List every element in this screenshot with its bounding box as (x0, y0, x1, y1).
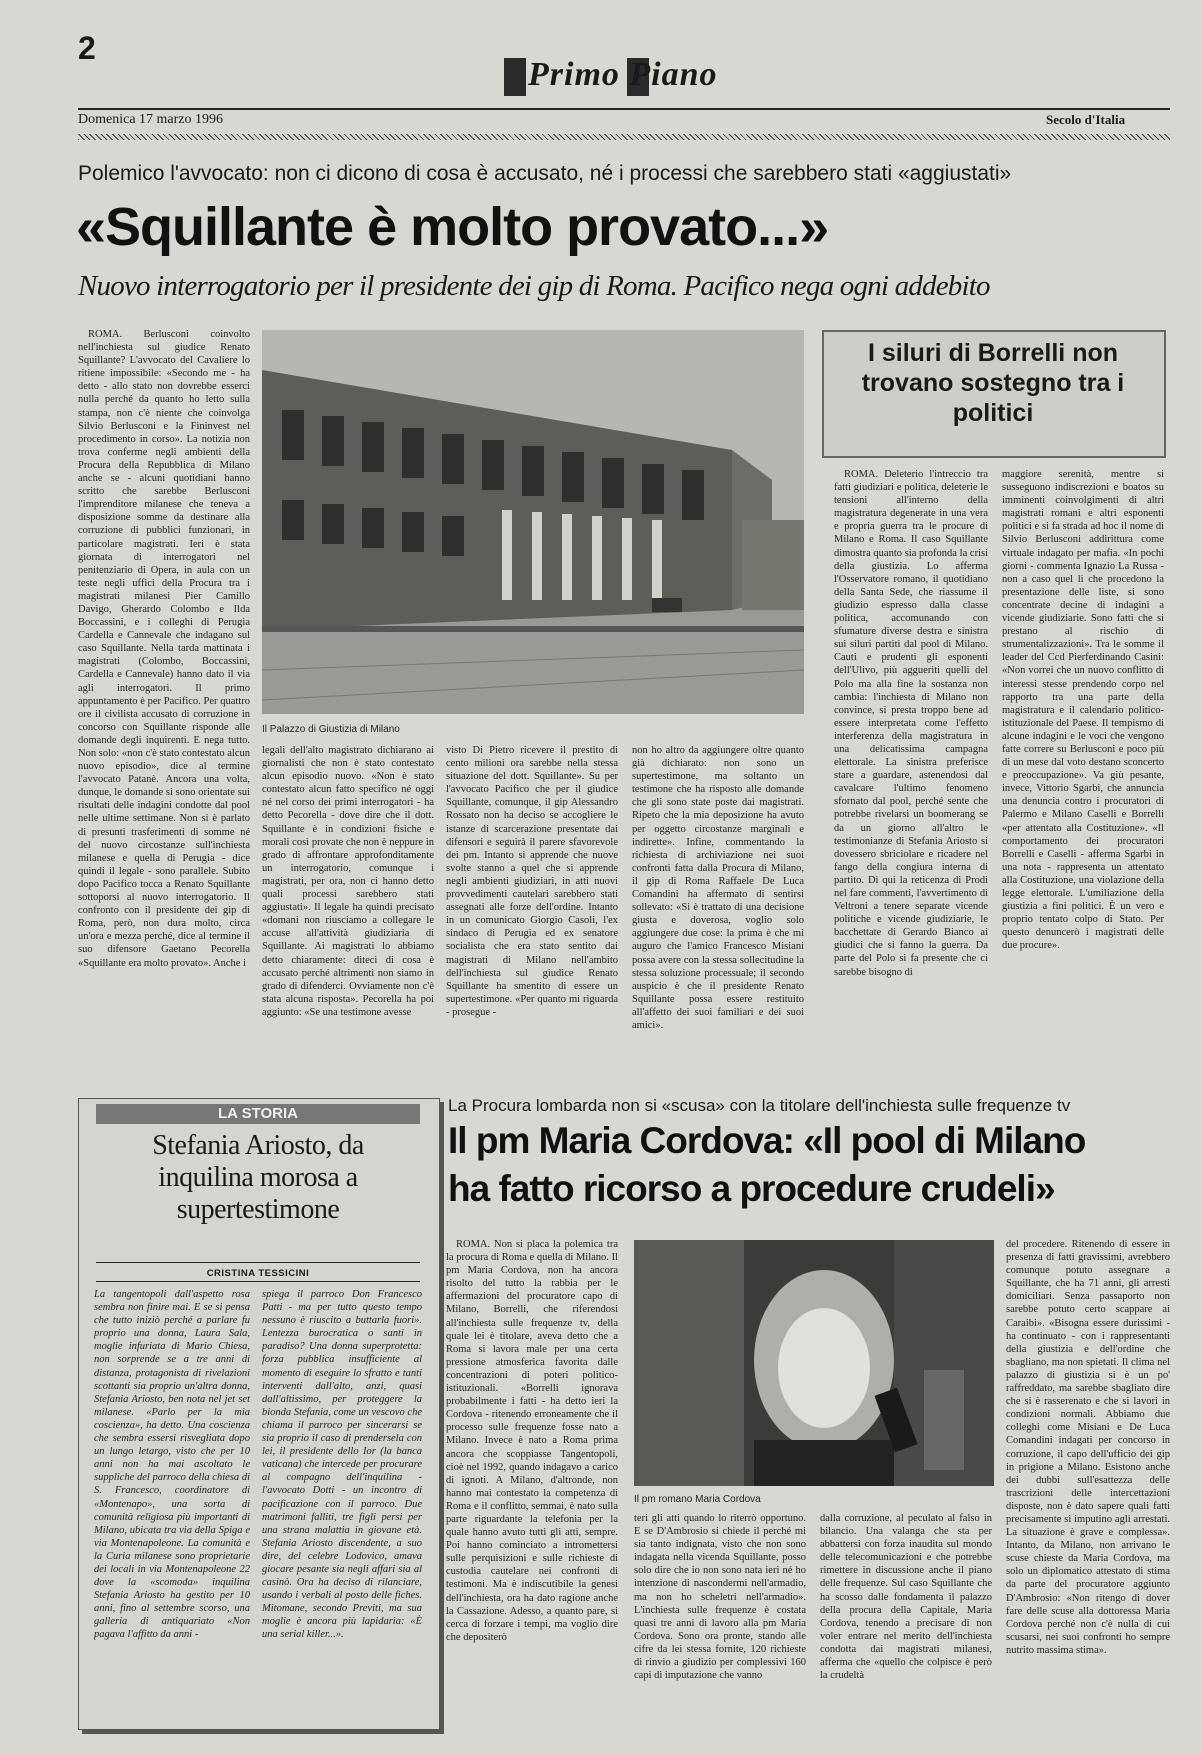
main-headline: «Squillante è molto provato...» (76, 197, 829, 257)
main-article-col-2 (262, 744, 434, 1074)
cordova-col-1-text: ROMA. Non si placa la polemica tra la procura di Roma e quella di Milano. Il pm Maria Cordova, non ha ancora risolto del tutto la rabbia per le affermazioni del procuratore capo di Milano, Borrelli, che riferendosi all'inchiesta sulle frequenze tv, della quale lei è titolare, aveva detto che a Roma si lavora male per una certa pressione atmosferica favorita dalle concentrazioni di poteri politico-istituzionali. «Borrelli ignorava probabilmente i fatti - ha detto ieri la Cordova - ritenendo erroneamente che il processo sulle frequenze fosse nato a Milano. Invece è nato a Roma prima ancora che scoppiasse Tangentopoli, cioè nel 1992, quando indagavo a carico di ignoti. A Milano, d'altronde, non hanno mai contestato la competenza di Roma e il conflitto, semmai, è nato sulla parte riguardante la telefonia per la quale hanno avuto tutti gli atti, sempre. Poi hanno cominciato a intromettersi sulle perquisizioni e sulle richieste di custodia cautelare nei confronti di testimoni. Ma è indiscutibile la genesi dell'inchiesta, ora ha dato ragione anche la Cassazione. Adesso, a quanto pare, si cerca di forzare i tempi, ma voglio dire che depositerò (446, 1239, 618, 1643)
main-subheadline: Nuovo interrogatorio per il presidente dei gip di Roma. Pacifico nega ogni addebito (78, 270, 990, 302)
story-title: Stefania Ariosto, da inquilina morosa a supertestimone (152, 1130, 364, 1225)
section-title-text: Primo Piano (528, 56, 718, 93)
cordova-col-4-text: del procedere. Ritenendo di essere in presenza di fatti gravissimi, avrebbero comunque potuto assegnare a Squillante, che ha 71 anni, gli arresti domiciliari. Senza passaporto non sarebbe potuto certo scappare ai Caraibi». «Bisogna essere durissimi - ha continuato - con i rappresentanti della giustizia e dell'ordine che sbagliano, ma non spietati. Il clima nel palazzo di giustizia si è un po' raffreddato, ma sarebbe sbagliato dire che si è rasserenato e che si lavori in condizioni normali. Abbiamo due colleghi come Misiani e De Luca Comandini indagati per concorso in corruzione, il capo dell'ufficio dei gip in prigione a Milano. Esistono anche dei dubbi sull'esattezza delle trascrizioni delle intercettazioni disposte, non è dato sapere quali fatti precisamente si imputino agli arrestati. La situazione è grave e complessa». Intanto, da Milano, non arrivano le scuse chieste da Maria Cordova, ma solo un diplomatico attestato di stima da parte del procuratore aggiunto D'Ambrosio: «Non ritengo di dover fare delle scuse alla dottoressa Maria Cordova perché non c'è nulla di cui scusarsi, nei suoi confronti ho sempre nutrito massima stima». (1006, 1239, 1170, 1656)
story-rule (96, 1262, 420, 1263)
main-article-col-3 (446, 744, 618, 1074)
main-col-1-text: ROMA. Berlusconi coinvolto nell'inchiesta sul giudice Renato Squillante? L'avvocato del Cavaliere lo ritiene impossibile: «Secondo me - ha detto - allo stato non dovrebbe esserci nulla perché da quanto ho letto sulla stampa, non c'è niente che coinvolga Silvio Berlusconi e la Fininvest nel procedimento in corso». La notizia non trova conferme negli ambienti della Procura della Repubblica di Milano anche se - alcuni quotidiani hanno scritto che sarebbe Berlusconi l'imprenditore milanese che teneva a disposizione somme da destinare alla corruzione di pubblici funzionari, in particolare magistrati. Ieri è stata giornata di interrogatori nel penitenziario di Opera, in aula con un teste negli uffici della Procura tra i magistrati milanesi Pier Camillo Davigo, Gherardo Colombo e Ilda Boccassini, e i colleghi di Perugia Cardella e Cannevale che indagano sul caso Squillante. Nella tarda mattinata i magistrati (Colombo, Boccassini, Cardella e Cannevale) hanno dato il via agli interrogatori. Il primo appuntamento è per Pacifico. Per quattro ore il civilista accusato di corruzione in concorso con Squillante risponde alle domande degli inquirenti. E nega tutto. Non solo: «non c'è stato contestato alcun nuovo episodio», dice al termine l'avvocato Patanè. Ancora una volta, dunque, le domande si sono orientate sui risultati delle indagini condotte dal pool nelle ultime settimane. Non si è parlato di presunti trasferimenti di somme né del nuovo circostanze sull'inchiesta milanese e quella di Perugia - dice quindi il legale - sono parallele. Subito dopo Pacifico tocca a Renato Squillante sottoporsi al nuovo interrogatorio. Il confronto con il presidente dei gip di Roma, però, non dura molto, circa un'ora e mezza perché, dice al termine il suo difensore Gaetano Pecorella «Squillante era molto provato». Anche i (78, 329, 250, 969)
sidebar-col-2-text: maggiore serenità, mentre si susseguono indiscrezioni e boatos su imminenti coinvolgimenti di altri magistrati romani e altri esponenti politici e si fa strada ad hoc il nome di Silvio Berlusconi addirittura come virtuale indagato per mafia. «In pochi giorni - commenta Ignazio La Russa - non a caso quel li che procedono la presentazione delle liste, si sono concentrate decine di indagini a vicende giudiziarie. Sono fatti che si prestano al rischio di strumentalizzazioni». Tra le somme il leader del Ccd Pierferdinando Casini: «Non vorrei che un nuovo conflitto di interessi stesse prendendo corpo nel rapporto tra una parte della magistratura e il calendario politico-istituzionale del Paese. Il tempismo di alcune indagini e le voci che vengono fatte correre su Berlusconi e poco più di un mese dal voto destano sconcerto e preoccupazione». Va giù pesante, invece, Vittorio Sgarbi, che annuncia una denuncia contro i procuratori di Palermo e Milano Caselli e Borrelli «per attentato alla Costituzione». «Il comportamento dei procuratori Borrelli e Caselli - afferma Sgarbi in una nota - rappresenta un attentato alla Costituzione, una violazione della legge elettorale. L'umiliazione della giustizia a fini politici. È un vero e proprio tentato colpo di Stato. Per questo denuncerò i magistrati delle due procure». (1002, 469, 1164, 952)
section-title-block-p (504, 58, 526, 96)
header-rule-bottom (78, 134, 1170, 140)
story-rule-2 (96, 1281, 420, 1282)
cordova-headline-line-1: Il pm Maria Cordova: «Il pool di Milano (448, 1120, 1086, 1161)
story-label: LA STORIA (96, 1104, 420, 1124)
cordova-col-4 (1006, 1238, 1170, 1726)
main-article-col-1 (78, 328, 250, 1074)
story-col-1-text: La tangentopoli dall'aspetto rosa sembra non finire mai. E se si pensa che tutto iniziò perché a parlare fu proprio una donna, Laura Sala, moglie infuriata di Mario Chiesa, non sorprende se a tre anni di distanza, protagonista di rivelazioni scottanti sia proprio un'altra donna, Stefania Ariosto, ben nota nel jet set milanese. «Parlo per la mia coscienza», ha detto. Una coscienza che sembra essersi risvegliata dopo un lungo letargo, visto che per 10 anni non ha mai ascoltato le suppliche del parroco della chiesa di S. Francesco, coordinatore di «Montenapo», una sorta di comunità religiosa più importanti di Milano, ubicata tra via della Spiga e via Montenapoleone. La comunità e la Curia milanese sono proprietarie dei locali in via Montenapoleone 22 dove la «scomoda» inquilina Stefania Ariosto ha gestito per 10 anni, fino al settembre scorso, una galleria di antiquariato «Non pagava l'affitto da anni - (94, 1289, 250, 1641)
cordova-photo-caption: Il pm romano Maria Cordova (634, 1494, 761, 1505)
cordova-portrait-image (634, 1240, 994, 1486)
main-col-2-text: legali dell'alto magistrato dichiarano ai giornalisti che non è stato contestato alcun episodio nuovo. «Non è stato contestato alcun fatto specifico né oggi né nel corso dei primi interrogatori - ha detto Pecorella - dove dire che il dott. Squillante è in condizioni fisiche e morali così provate che non è neppure in grado di affrontare approfonditamente un interrogatorio, comunque i magistrati, per ora, non ci hanno detto quali processi sarebbero stati aggiustati». Il legale ha quindi precisato «domani non riusciamo a collegare le accuse all'attività giudiziaria di Squillante. Ai magistrati lo abbiamo detto chiaramente: diteci di cosa è accusato perché altrimenti non siamo in grado di difenderci. Ovviamente non c'è stata alcuna risposta». Pecorella ha poi aggiunto: «Se una testimone avesse (262, 745, 434, 1018)
palazzo-photo (262, 330, 804, 714)
sidebar-col-1 (834, 468, 988, 1074)
story-col-2-text: spiega il parroco Don Francesco Patti - ma per tutto questo tempo nessuno è riuscito a buttarla fuori». Lentezza burocratica o santi in paradiso? Una donna superprotetta: forza pubblica insufficiente al momento di eseguire lo sfratto e tanti interventi dall'alto, anzi, quasi dall'altissimo, per proteggere la bionda Stefania, come un vescovo che chiama il parroco per sincerarsi se sia proprio il caso di prendersela con lei, il presidente dello Ior (la banca vaticana) che intercede per procurare al compagno dell'inquilina - l'avvocato Dotti - un incontro di pacificazione con il parroco. Due matrimoni falliti, tre figli persi per una strana malattia in giovane età. Stefania Ariosto discendente, a suo dire, del celebre Lodovico, amava giocare pesante sia negli affari sia al casinò. Ora ha deciso di rilanciare, usando i verbali al posto delle fiches. Mitomane, secondo Previti, ma sua moglie è ancora più lapidaria: «È una serial killer...». (262, 1289, 422, 1641)
header-rule-top (78, 108, 1170, 110)
main-kicker: Polemico l'avvocato: non ci dicono di cosa è accusato, né i processi che sarebbero stati «aggiustati» (78, 162, 1012, 185)
page-number: 2 (78, 30, 96, 66)
cordova-col-2-text: teri gli atti quando lo riterrò opportuno. E se D'Ambrosio si chiede il perché mi sia tanto indignata, visto che non sono indagata nella vicenda Squillante, posso solo dire che io non sono nata ieri né ho intenzione di nascondermi nell'armadio, ma non ho scheletri nell'armadio». L'inchiesta sulle frequenze è costata quasi tre anni di lavoro alla pm Maria Cordova. Sono ora pronte, stando alle cifre da lei stessa fornite, 120 richieste di rinvio a giudizio per complessivi 160 capi di imputazione che vanno (634, 1513, 806, 1682)
story-col-2 (262, 1288, 422, 1720)
cordova-col-2 (634, 1512, 806, 1726)
cordova-col-3 (820, 1512, 992, 1726)
cordova-col-1 (446, 1238, 618, 1726)
sidebar-col-2 (1002, 468, 1164, 1074)
sidebar-headline: I siluri di Borrelli non trovano sostegno tra i politici (861, 339, 1125, 427)
story-author: CRISTINA TESSICINI (206, 1268, 310, 1279)
palazzo-building-image (262, 330, 804, 714)
sidebar-col-1-text: ROMA. Deleterio l'intreccio tra fatti giudiziari e politica, deleterie le tensioni all'interno della magistratura degenerate in una vera e propria guerra tra le procure di Milano e Roma. Il caso Squillante dimostra quanto sia profonda la crisi della giustizia. Lo afferma l'Osservatore romano, il quotidiano della Santa Sede, che riassume il giudizio espresso dalla classe politica, accomunando con sfumature diverse destra e sinistra sui siluri partiti dal pool di Milano. Cauti e prudenti gli esponenti dell'Ulivo, più aggueriti quelli del Polo ma alla fine la sostanza non cambia: l'inchiesta di Milano non convince, si presta troppo bene ad essere interpretata come l'effetto interferenza della magistratura in una delicatissima campagna elettorale. La sinistra preferisce stare a guardare, astenendosi dal cavalcare l'ultimo fenomeno sfornato dal pool, perché sente che potrebbe rivelarsi un boomerang se da un giorno all'altro le testimonianze di Stefania Ariosto si dovessero sbriciolare e ricadere nel fango della congiura interna di partito. Di qui la reticenza di Prodi nel fare commenti, l'avvertimento di Veltroni a tenere separate vicende politiche e vicende giudiziarie, le bacchettate di Gerardo Bianco ai giudici che si fanno la guerra. Da parte del Polo si fa presente che ci sarebbe bisogno di (834, 469, 988, 978)
story-col-1 (94, 1288, 250, 1720)
section-title (500, 40, 760, 100)
palazzo-photo-caption: Il Palazzo di Giustizia di Milano (262, 724, 400, 735)
main-col-3-text: visto Di Pietro ricevere il prestito di cento milioni ora sarebbe nella stessa situazione del dott. Squillante». Su per l'avvocato Pacifico che per il giudice Squillante, comunque, il gip Alessandro Rossato non ha deciso se accogliere le istanze di scarcerazione presentate dai difensori e seguirà il parere sfavorevole dei pm. Intanto si apprende che nuove svolte stanno a quel che si apprende negli ambienti giudiziari, in atti nuovi provvedimenti cautelari sarebbero stati assegnati alle forze dell'ordine. Intanto in un comunicato Giorgio Casoli, l'ex sindaco di Perugia ed ex senatore socialista che era stato sentito dai magistrati di Milano nell'ambito dell'inchiesta sul giudice Renato Squillante ha smentito di essere un supertestimone. «Per quanto mi riguarda - prosegue - (446, 745, 618, 1018)
main-col-4-text: non ho altro da aggiungere oltre quanto già dichiarato: non sono un supertestimone, ma soltanto un testimone che ha risposto alle domande che gli sono state poste dai magistrati. Ripeto che la mia deposizione ha avuto per oggetto circostanze marginali e indirette». Infine, commentando la richiesta di archiviazione nei suoi confronti fatta dalla Procura di Milano, il gip di Roma Raffaele De Luca Comandini ha affermato di sentirsi sollevato: «Si è trattato di una decisione giusta e doverosa, voglio solo aggiungere due cose: la prima è che mi auguro che l'amico Francesco Misiani possa avere con la stessa sollecitudine la stessa soluzione processuale; il secondo auspicio è che il presidente Renato Squillante possa essere restituito all'affetto dei suoi familiari e dei suoi amici». (632, 745, 804, 1031)
main-article-col-4 (632, 744, 804, 1074)
newspaper-name: Secolo d'Italia (1046, 112, 1126, 127)
cordova-headline-line-2: ha fatto ricorso a procedure crudeli» (448, 1168, 1055, 1209)
cordova-kicker: La Procura lombarda non si «scusa» con la titolare dell'inchiesta sulle frequenze tv (448, 1096, 1071, 1115)
cordova-photo (634, 1240, 994, 1486)
cordova-col-3-text: dalla corruzione, al peculato al falso in bilancio. Una valanga che sta per abbattersi con forza inaudita sul mondo delle telecomunicazioni e che potrebbe rimettere in discussione anche il piano delle frequenze. Sul caso Squillante che ha scosso dalle fondamenta il palazzo della procura della Capitale, Maria Cordova, tenendo a precisare di non voler entrare nel merito dell'inchiesta condotta dai magistrati milanesi, afferma che «quello che colpisce è però la crudeltà (820, 1513, 992, 1682)
page-date: Domenica 17 marzo 1996 (78, 112, 224, 127)
